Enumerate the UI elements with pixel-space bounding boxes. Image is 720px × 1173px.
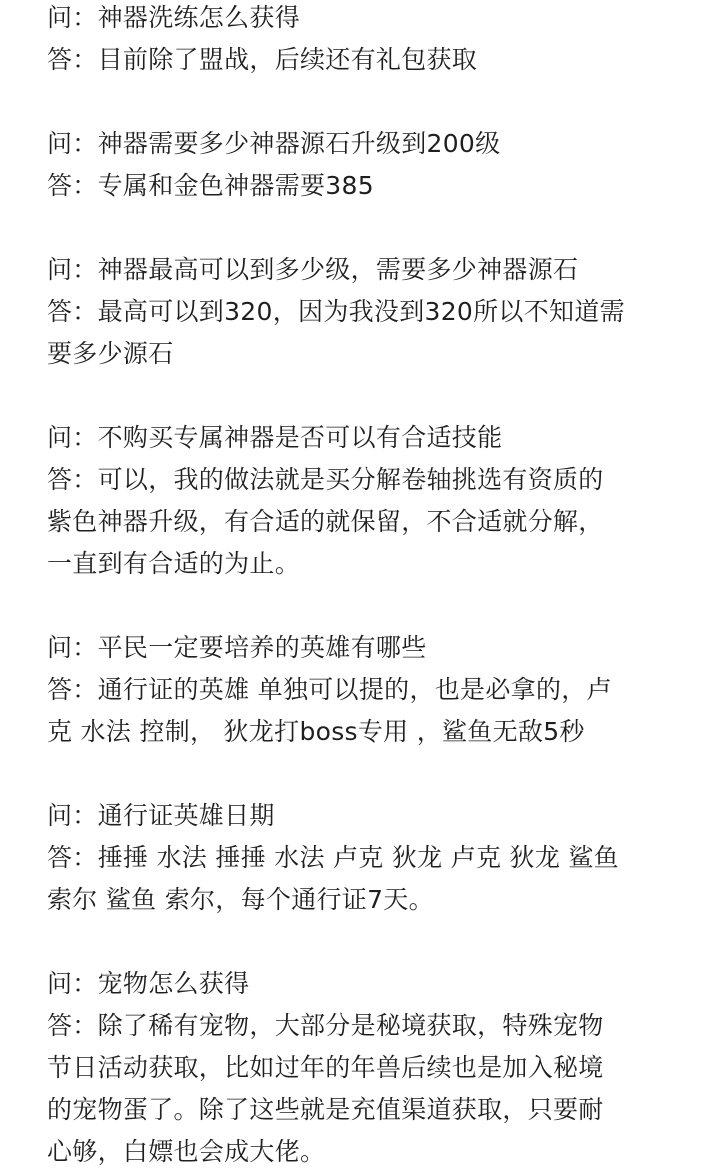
text-line: 答：通行证的英雄 单独可以提的，也是必拿的，卢 (47, 675, 612, 704)
text-line: 紫色神器升级，有合适的就保留，不合适就分解， (47, 507, 604, 536)
text-line: 一直到有合适的为止。 (47, 549, 301, 578)
text-line: 答：专属和金色神器需要385 (47, 171, 374, 200)
text-line: 答：目前除了盟战，后续还有礼包获取 (47, 45, 478, 74)
text-line: 问：神器需要多少神器源石升级到200级 (47, 129, 501, 158)
text-line: 答：最高可以到320，因为我没到320所以不知道需 (47, 297, 625, 326)
text-line: 问：宠物怎么获得 (47, 969, 250, 998)
text-line: 要多少源石 (47, 339, 174, 368)
text-line: 答：除了稀有宠物，大部分是秘境获取，特殊宠物 (47, 1011, 604, 1040)
text-line: 克 水法 控制， 狄龙打boss专用 ，鲨鱼无敌5秒 (47, 717, 585, 746)
text-line: 答：捶捶 水法 捶捶 水法 卢克 狄龙 卢克 狄龙 鲨鱼 (47, 843, 619, 872)
text-line: 心够，白嫖也会成大佬。 (47, 1137, 326, 1166)
text-line: 的宠物蛋了。除了这些就是充值渠道获取，只要耐 (47, 1095, 604, 1124)
text-line: 答：可以，我的做法就是买分解卷轴挑选有资质的 (47, 465, 604, 494)
text-line: 节日活动获取，比如过年的年兽后续也是加入秘境 (47, 1053, 604, 1082)
text-line: 问：神器最高可以到多少级，需要多少神器源石 (47, 255, 579, 284)
text-line: 问：神器洗练怎么获得 (47, 3, 301, 32)
text-line: 索尔 鲨鱼 索尔，每个通行证7天。 (47, 885, 434, 914)
text-line: 问：不购买专属神器是否可以有合适技能 (47, 423, 503, 452)
text-line: 问：平民一定要培养的英雄有哪些 (47, 633, 427, 662)
text-line: 问：通行证英雄日期 (47, 801, 275, 830)
